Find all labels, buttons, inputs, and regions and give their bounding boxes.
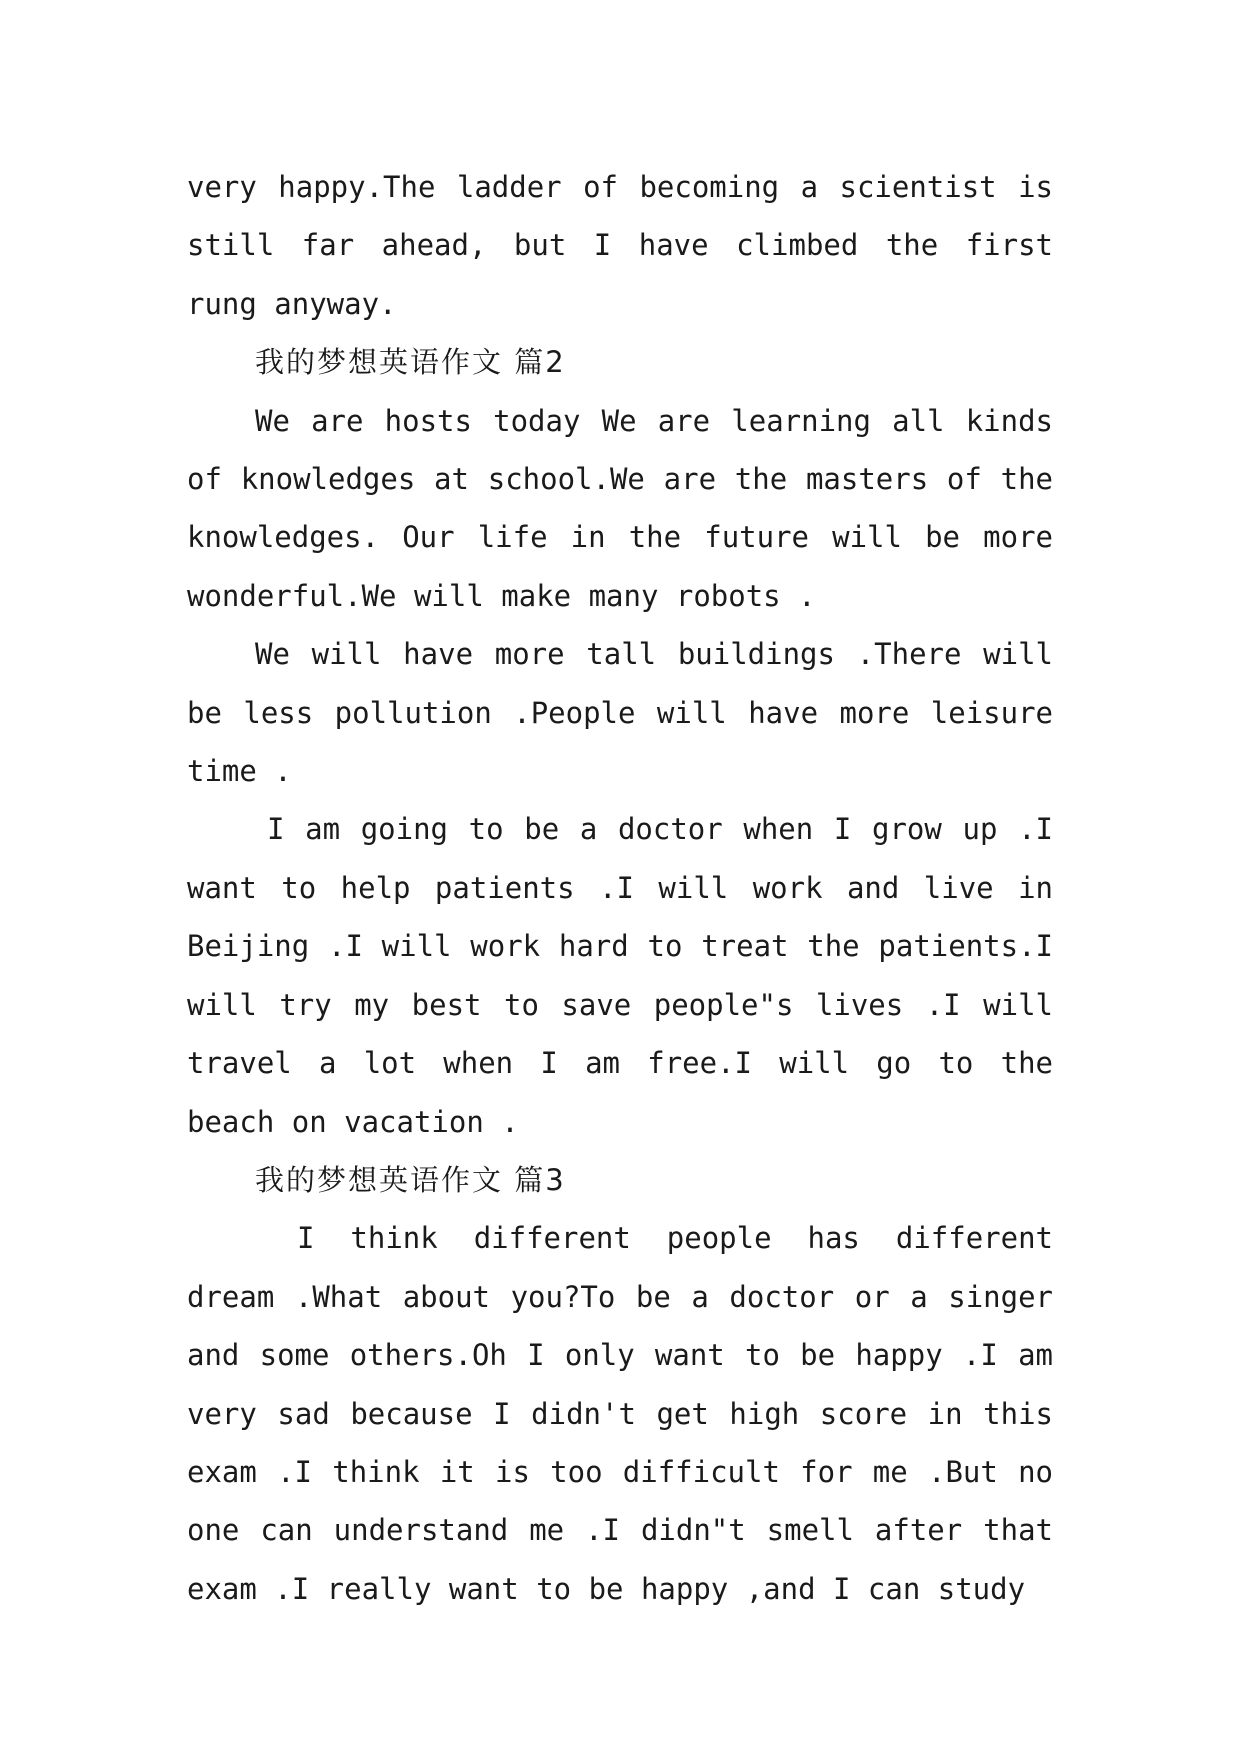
paragraph-continuation: very happy.The ladder of becoming a scientist is still far ahead, but I have climbed the first rung anyway. (187, 170, 1053, 321)
section-heading-2: 我的梦想英语作文 篇2 (255, 345, 566, 380)
paragraph-buildings: We will have more tall buildings .There will be less pollution .People will have more leisure time . (187, 637, 1053, 789)
paragraph-dream: I think different people has different dream .What about you?To be a doctor or a singer and some others.Oh I only want to be happy .I am very sad because I didn't get high score in this exam .I think it is too difficult for me .But no one can understand me .I didn"t smell after that exam .I really want to be happy ,and I can study (187, 1221, 1053, 1606)
paragraph-hosts: We are hosts today We are learning all kinds of knowledges at school.We are the masters of the knowledges. Our life in the future will be more wonderful.We will make many robots . (187, 403, 1053, 613)
paragraph-doctor: I am going to be a doctor when I grow up .I want to help patients .I will work and live in Beijing .I will work hard to treat the patients.I will try my best to save people"s lives .I will travel a lot when I am free.I will go to the beach on vacation . (187, 812, 1053, 1139)
document-body (187, 158, 1053, 1618)
section-heading-3: 我的梦想英语作文 篇3 (255, 1162, 566, 1197)
